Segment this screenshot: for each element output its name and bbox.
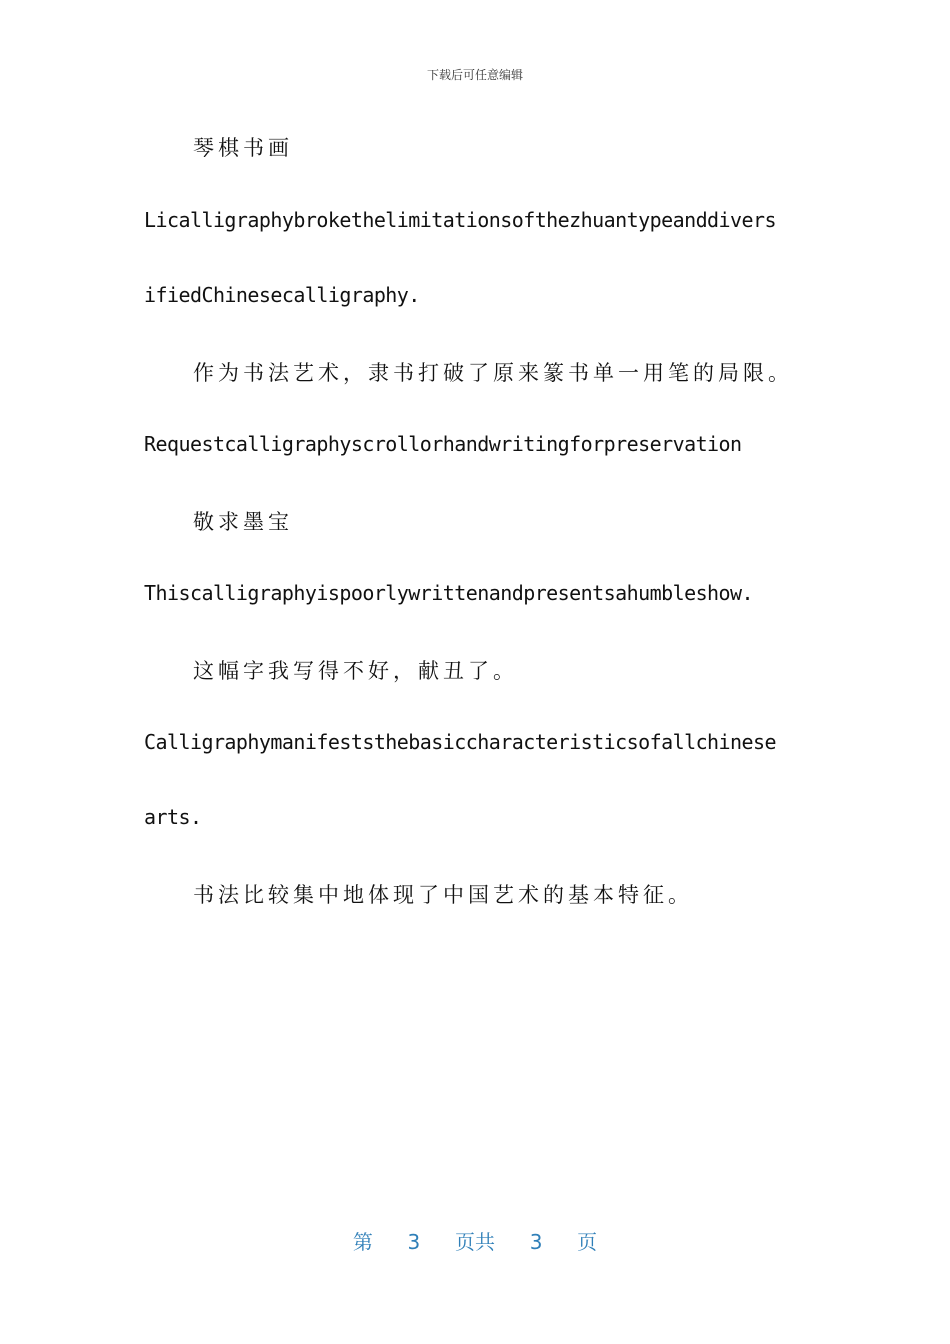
page-footer (0, 1226, 950, 1255)
paragraph-line-11: 书法比较集中地体现了中国艺术的基本特征。 (193, 883, 693, 907)
paragraph-line-9: Calligraphymanifeststhebasiccharacteristicsofallchinese (144, 730, 777, 754)
paragraph-line-8: 这幅字我写得不好，献丑了。 (193, 659, 518, 683)
paragraph-line-3: ifiedChinesecalligraphy. (144, 283, 420, 307)
paragraph-line-10: arts. (144, 805, 202, 829)
paragraph-line-2: Licalligraphybrokethelimitationsofthezhuantypeanddivers (144, 208, 777, 232)
footer-current-page: 3 (407, 1230, 421, 1254)
footer-middle: 页共 (455, 1230, 495, 1254)
footer-total-pages: 3 (529, 1230, 543, 1254)
paragraph-line-6: 敬求墨宝 (193, 510, 293, 534)
paragraph-line-5: Requestcalligraphyscrollorhandwritingforpreservation (144, 432, 742, 456)
paragraph-line-7: Thiscalligraphyispoorlywrittenandpresentsahumbleshow. (144, 581, 754, 605)
page-header-note: 下载后可任意编辑 (426, 68, 523, 82)
paragraph-line-4: 作为书法艺术，隶书打破了原来篆书单一用笔的局限。 (193, 361, 793, 385)
footer-suffix: 页 (577, 1230, 598, 1254)
footer-prefix: 第 (352, 1230, 373, 1254)
paragraph-line-1: 琴棋书画 (193, 136, 293, 160)
